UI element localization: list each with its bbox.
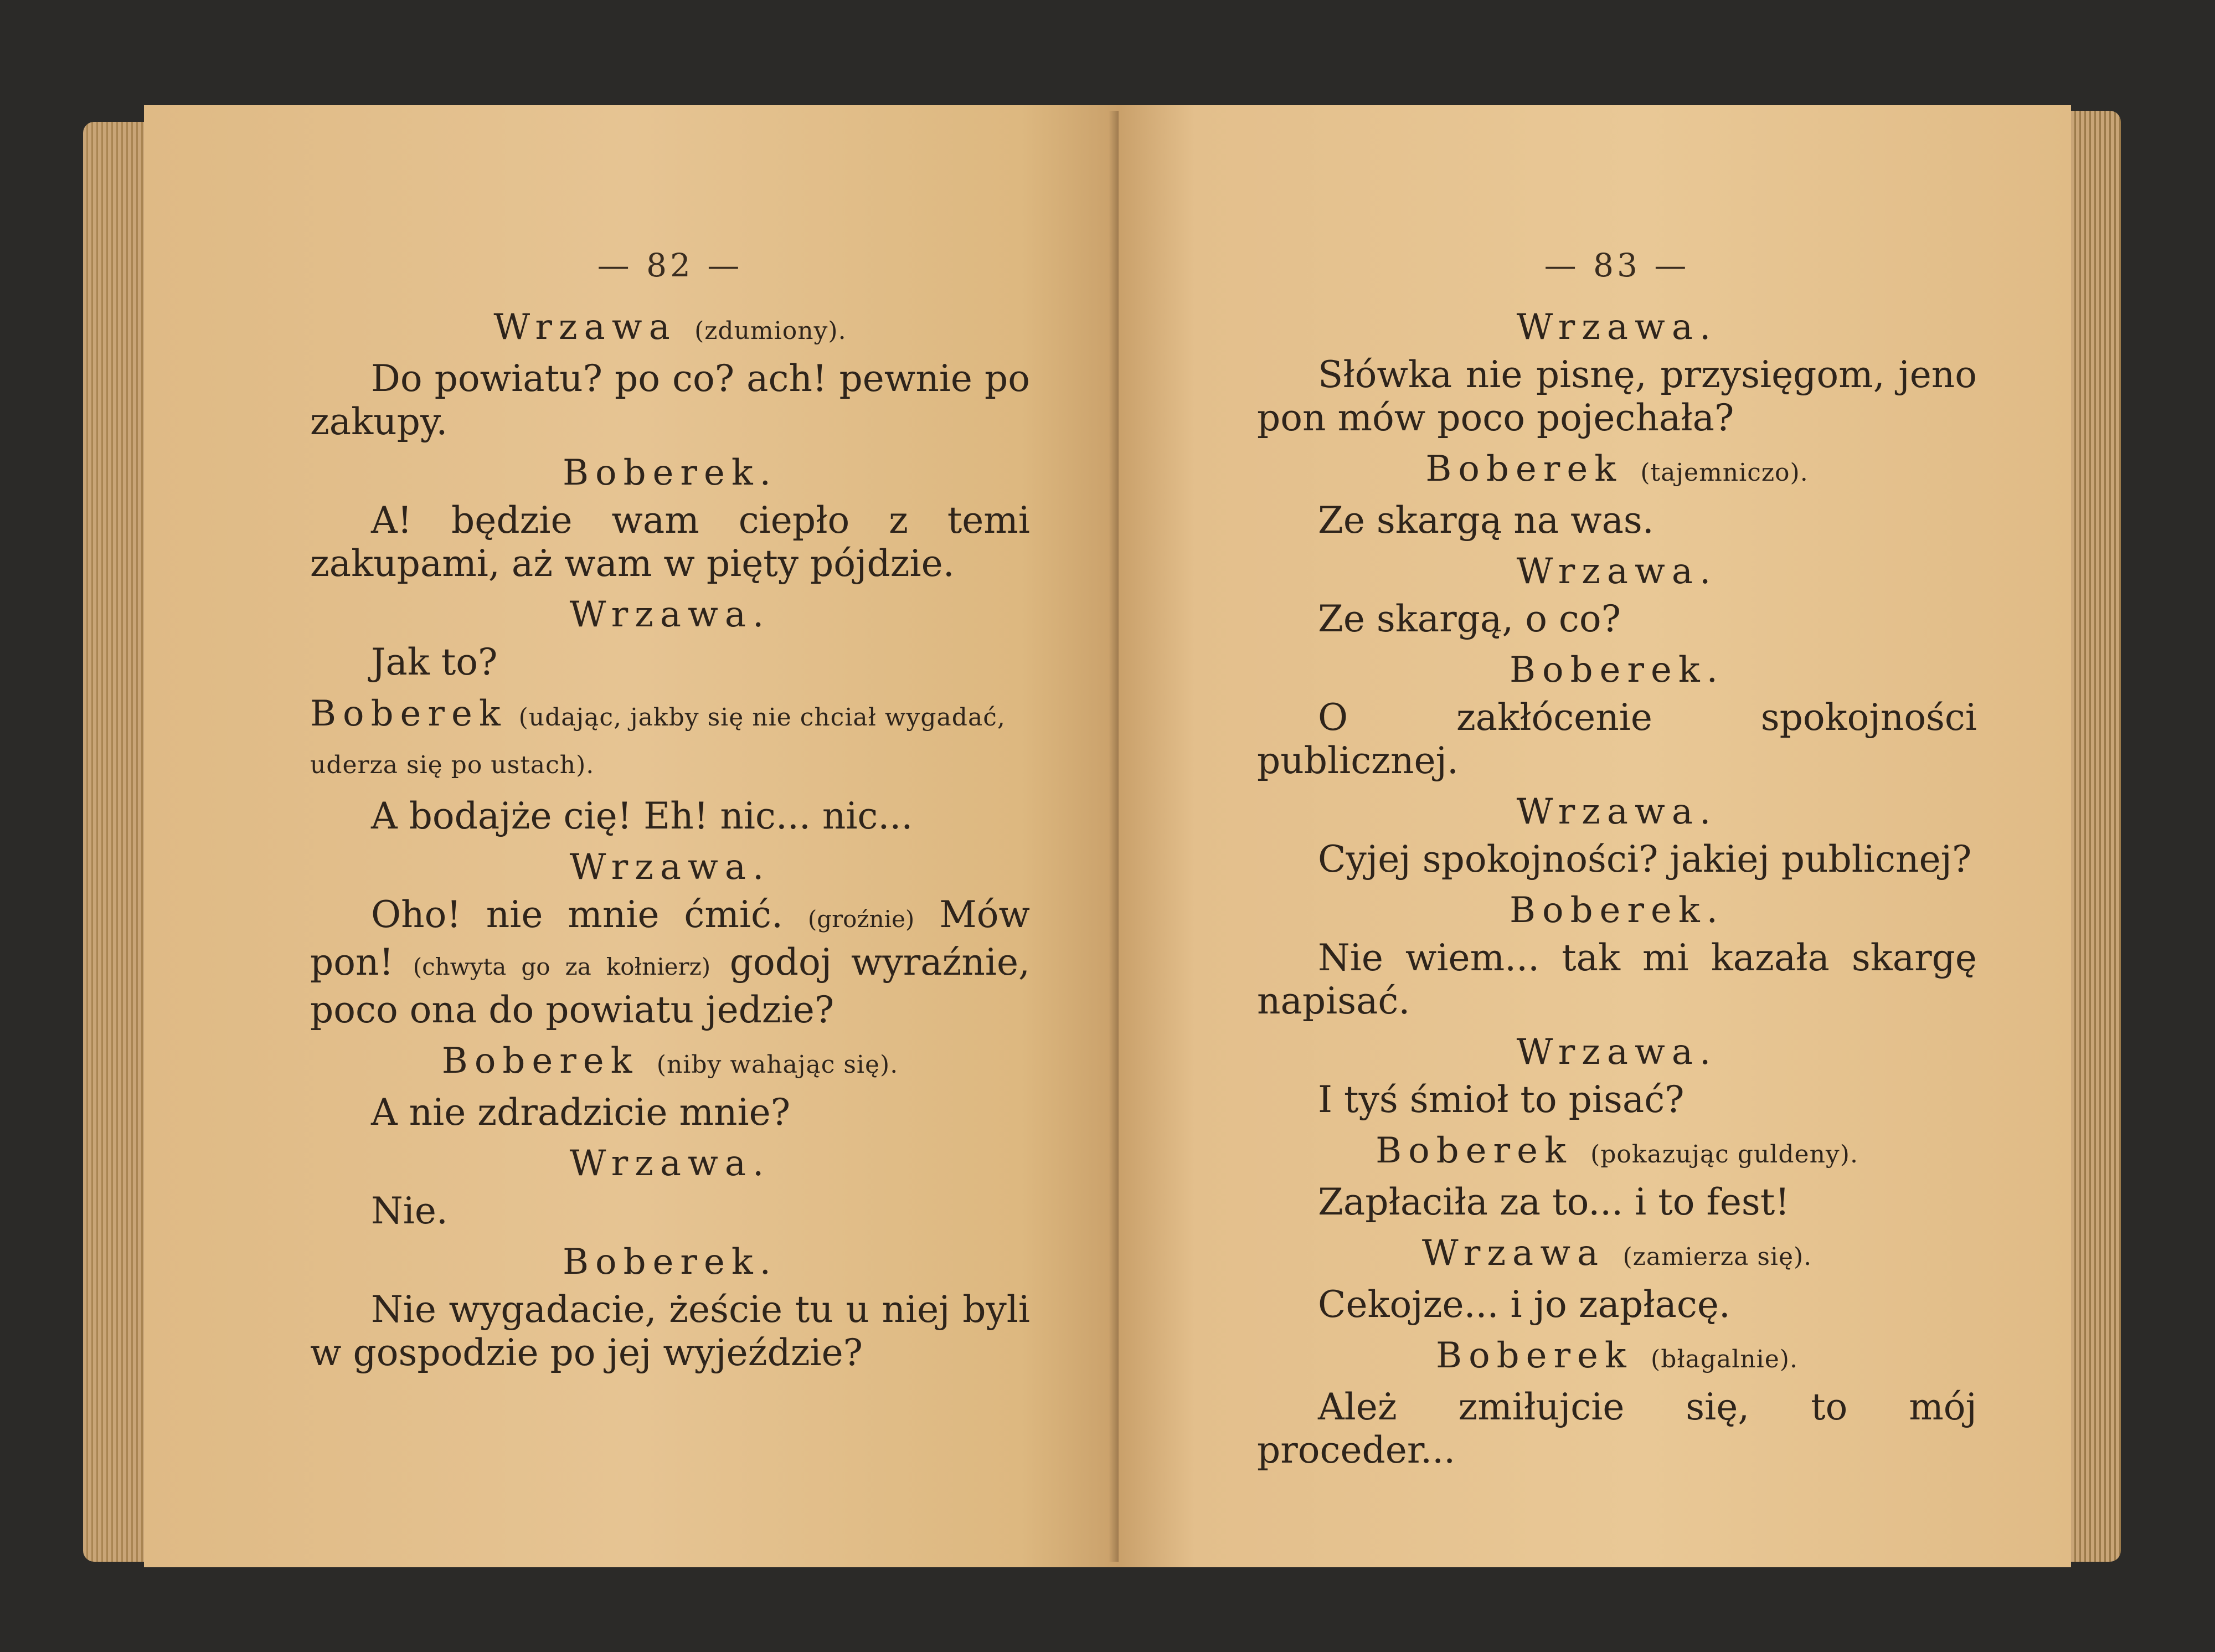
stage-direction: (udając, jakby się nie chciał wygadać, uderza się po ustach).	[310, 703, 1006, 779]
dialogue-line: Nie.	[371, 1190, 448, 1232]
right-page	[1119, 105, 2071, 1567]
page-number: — 82 —	[597, 246, 743, 284]
stage-direction: (chwyta go za kołnierz)	[413, 953, 711, 980]
page-number: — 83 —	[1544, 246, 1690, 284]
dialogue-line: Cekojze... i jo zapłacę.	[1318, 1283, 1730, 1326]
dialogue-line: I tyś śmioł to pisać?	[1318, 1078, 1685, 1121]
speaker-line	[1257, 1334, 1977, 1381]
dialogue-line: A! będzie wam ciepło z temi zakupami, aż wam w pięty pójdzie.	[310, 499, 1030, 585]
speaker-name: Wrzawa.	[569, 594, 771, 635]
dialogue-line: A nie zdradzicie mnie?	[371, 1091, 791, 1134]
stage-direction: (zdumiony).	[694, 317, 847, 345]
stage-direction: (błagalnie).	[1651, 1345, 1798, 1373]
speaker-line	[1257, 447, 1977, 495]
dialogue-segment: Oho! nie mnie ćmić.	[371, 893, 783, 936]
speaker-name: Wrzawa.	[1516, 551, 1718, 592]
right-page-text	[1257, 244, 1977, 1480]
stage-direction: (groźnie)	[807, 905, 915, 933]
dialogue-line: Słówka nie pisnę, przysięgom, jeno pon mów poco pojechała?	[1257, 353, 1977, 439]
dialogue-segment: godoj wyraźnie, poco ona do powiatu jedzie?	[310, 941, 1031, 1031]
speaker-name: Boberek	[1376, 1130, 1573, 1171]
speaker-name: Wrzawa.	[1516, 1032, 1718, 1073]
left-page	[144, 105, 1119, 1567]
left-page-text	[310, 244, 1030, 1382]
stage-direction: (niby wahając się).	[656, 1051, 899, 1079]
book-edge-right	[2071, 111, 2121, 1562]
stage-direction: (zamierza się).	[1622, 1243, 1812, 1271]
stage-direction: (pokazując guldeny).	[1590, 1140, 1858, 1169]
speaker-name: Boberek	[310, 693, 507, 734]
dialogue-line: O zakłócenie spokojności publicznej.	[1257, 696, 1977, 782]
speaker-name: Boberek.	[563, 452, 777, 493]
speaker-name: Wrzawa.	[569, 1143, 771, 1184]
dialogue-line: Cyjej spokojności? jakiej publicnej?	[1318, 838, 1972, 881]
speaker-name: Wrzawa.	[1516, 307, 1718, 348]
dialogue-line: Zapłaciła za to... i to fest!	[1318, 1181, 1790, 1223]
dialogue-line: Jak to?	[371, 641, 498, 683]
speaker-name: Boberek	[1425, 449, 1622, 490]
speaker-name: Wrzawa.	[569, 847, 771, 888]
dialogue-line: Ze skargą na was.	[1318, 499, 1654, 542]
speaker-line	[310, 1039, 1030, 1087]
speaker-line	[1257, 1232, 1977, 1279]
dialogue-line: Ze skargą, o co?	[1318, 598, 1621, 640]
speaker-name: Wrzawa	[493, 307, 677, 348]
dialogue-line: A bodajże cię! Eh! nic... nic...	[371, 795, 913, 837]
speaker-name: Wrzawa	[1421, 1233, 1605, 1274]
dialogue-segment: Mów pon!	[310, 893, 1030, 984]
dialogue-line	[310, 893, 1030, 1032]
stage-direction: (tajemniczo).	[1640, 459, 1809, 487]
speaker-line	[310, 306, 1030, 353]
speaker-name: Boberek	[1436, 1335, 1633, 1376]
dialogue-line: Nie wiem... tak mi kazała skargę napisać.	[1257, 936, 1977, 1022]
dialogue-line: Nie wygadacie, żeście tu u niej byli w gospodzie po jej wyjeździe?	[310, 1288, 1030, 1374]
speaker-name: Boberek.	[1510, 890, 1724, 931]
dialogue-line: Do powiatu? po co? ach! pewnie po zakupy.	[310, 357, 1030, 443]
speaker-line	[310, 692, 1030, 787]
speaker-line	[1257, 1129, 1977, 1176]
speaker-name: Boberek.	[563, 1242, 777, 1283]
dialogue-line: Ależ zmiłujcie się, to mój proceder...	[1257, 1386, 1977, 1471]
speaker-name: Boberek	[441, 1041, 639, 1082]
speaker-name: Wrzawa.	[1516, 791, 1718, 832]
speaker-name: Boberek.	[1510, 650, 1724, 691]
open-book	[83, 89, 2121, 1584]
